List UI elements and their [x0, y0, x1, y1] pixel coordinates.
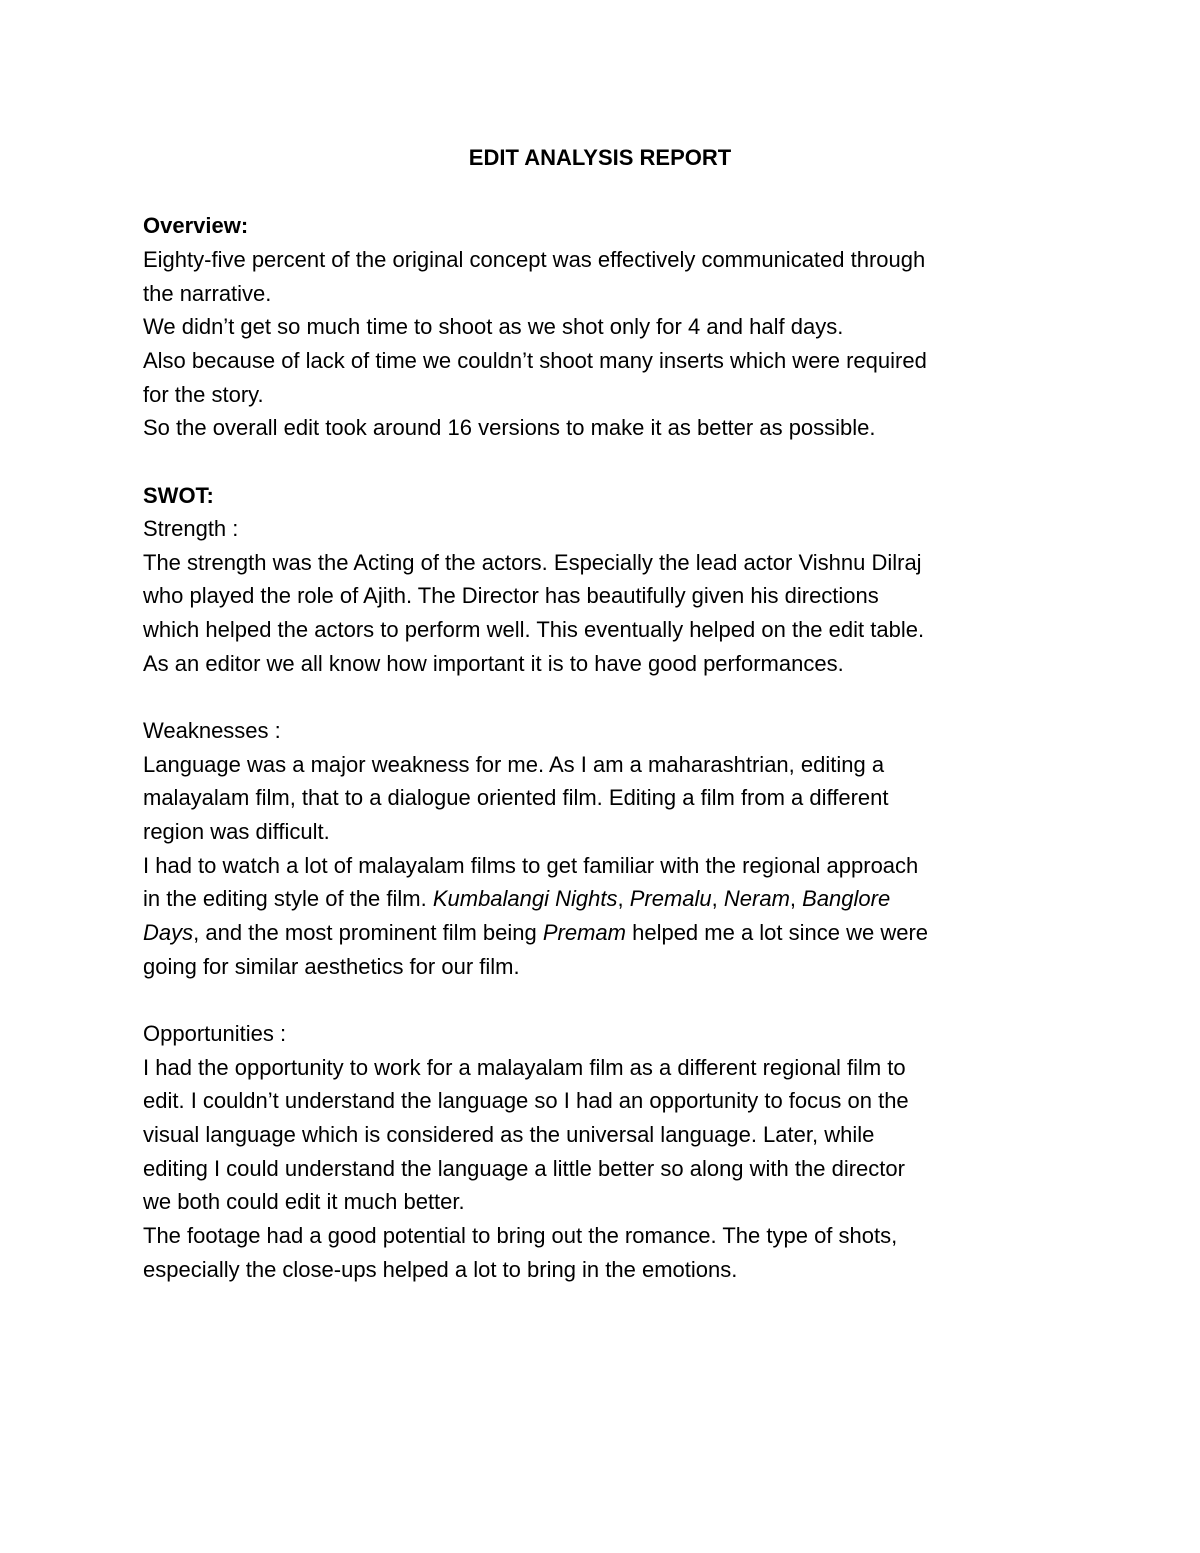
film-title: Banglore	[802, 886, 891, 911]
weaknesses-line: I had to watch a lot of malayalam films to get familiar with the regional approach	[143, 853, 919, 878]
text-run: helped me a lot since we were	[625, 920, 929, 945]
overview-line: Eighty-five percent of the original concept was effectively communicated through	[143, 247, 926, 272]
overview-heading: Overview:	[143, 213, 249, 238]
film-title: Neram	[723, 886, 790, 911]
opportunities-line: I had the opportunity to work for a malayalam film as a different regional film to	[143, 1055, 906, 1080]
weaknesses-line-with-film-titles	[143, 918, 928, 948]
overview-line: the narrative.	[143, 281, 272, 306]
weaknesses-heading: Weaknesses :	[143, 718, 281, 743]
opportunities-line: The footage had a good potential to bring out the romance. The type of shots,	[143, 1223, 898, 1248]
strength-line: who played the role of Ajith. The Director has beautifully given his directions	[143, 583, 879, 608]
overview-line: Also because of lack of time we couldn’t shoot many inserts which were required	[143, 348, 927, 373]
overview-line: for the story.	[143, 382, 264, 407]
film-title: Kumbalangi Nights	[432, 886, 618, 911]
report-title: EDIT ANALYSIS REPORT	[468, 145, 732, 170]
text-run: ,	[617, 886, 630, 911]
weaknesses-line: malayalam film, that to a dialogue oriented film. Editing a film from a different	[143, 785, 889, 810]
weaknesses-line: going for similar aesthetics for our film.	[143, 954, 520, 979]
weaknesses-line: Language was a major weakness for me. As I am a maharashtrian, editing a	[143, 752, 885, 777]
text-run: , and the most prominent film being	[193, 920, 543, 945]
overview-line: We didn’t get so much time to shoot as we shot only for 4 and half days.	[143, 314, 844, 339]
text-run: ,	[789, 886, 803, 911]
strength-line: which helped the actors to perform well. This eventually helped on the edit table.	[143, 617, 925, 642]
text-run: ,	[711, 886, 724, 911]
strength-heading: Strength :	[143, 516, 239, 541]
strength-line: The strength was the Acting of the actors. Especially the lead actor Vishnu Dilraj	[143, 550, 922, 575]
film-title: Days	[143, 920, 194, 945]
opportunities-line: visual language which is considered as the universal language. Later, while	[143, 1122, 875, 1147]
overview-line: So the overall edit took around 16 versions to make it as better as possible.	[143, 415, 876, 440]
opportunities-heading: Opportunities :	[143, 1021, 287, 1046]
opportunities-line: edit. I couldn’t understand the language so I had an opportunity to focus on the	[143, 1088, 909, 1113]
swot-heading: SWOT:	[143, 483, 214, 508]
weaknesses-line-with-film-titles	[143, 884, 890, 914]
text-run: in the editing style of the film.	[143, 886, 433, 911]
opportunities-line: we both could edit it much better.	[143, 1189, 465, 1214]
film-title: Premalu	[629, 886, 712, 911]
film-title: Premam	[542, 920, 626, 945]
opportunities-line: editing I could understand the language a little better so along with the director	[143, 1156, 905, 1181]
weaknesses-line: region was difficult.	[143, 819, 330, 844]
opportunities-line: especially the close-ups helped a lot to bring in the emotions.	[143, 1257, 738, 1282]
strength-line: As an editor we all know how important it is to have good performances.	[143, 651, 844, 676]
